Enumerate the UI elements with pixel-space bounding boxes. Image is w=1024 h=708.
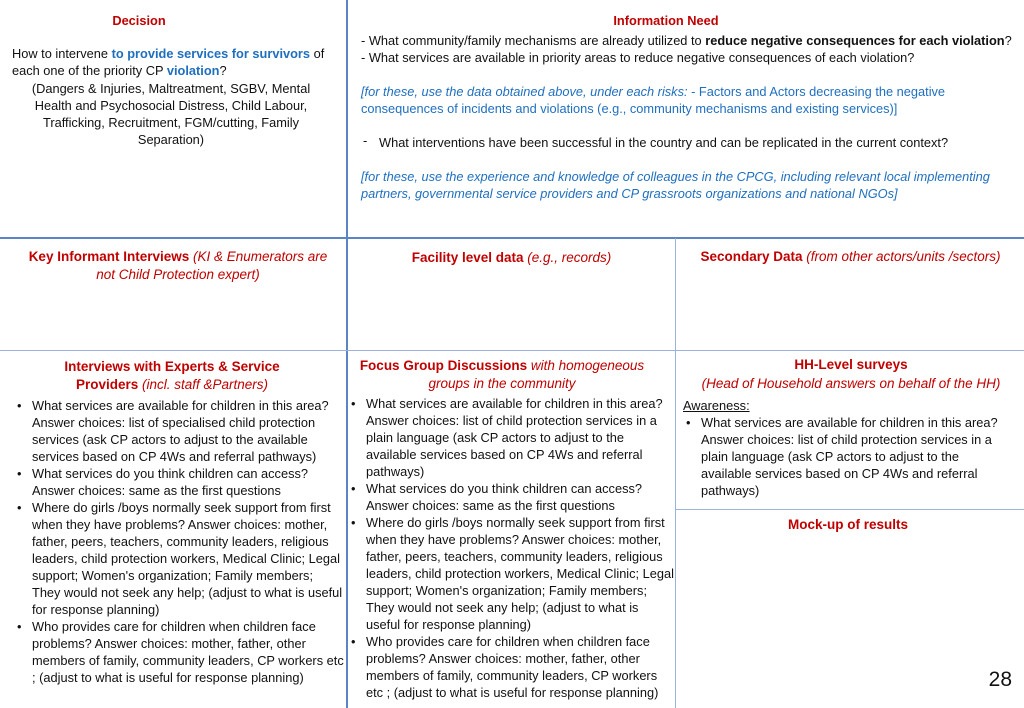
info-need-note-2: [for these, use the experience and knowledge of colleagues in the CPCG, including relevant local implementing partners, governmental service providers and CP grassroots organizations and national NGOs] [361,169,990,201]
kii-heading: Key Informant Interviews (KI & Enumerators are not Child Protection expert) [28,249,328,282]
decision-heading: Decision [112,13,166,28]
list-item: • What services are available for children in this area? Answer choices: list of specialised child protection services (ask CP actors to adjust to the available services based on CP 4Ws and referral pathways) [32,397,344,465]
facility-heading: Facility level data (e.g., records) [411,250,612,265]
info-need-heading: Information Need [613,13,719,28]
divider-horizontal-hh [676,509,1024,510]
experts-question-list [14,397,344,686]
info-need-dash-list [361,134,1017,151]
info-need-note-1: [for these, use the data obtained above, under each risks: - Factors and Actors decreasing the negative consequences of incidents and violations (e.g., community mechanisms and existing services)] [361,84,946,116]
decision-categories: (Dangers & Injuries, Maltreatment, SGBV, Mental Health and Psychosocial Distress, Child Labour, Trafficking, Recruitment, FGM/cutting, Family Separation) [31,81,311,147]
info-need-dash-item: - What interventions have been successful in the country and can be replicated in the current context? [379,134,1017,151]
experts-list-wrap [14,397,344,686]
list-item: • What services do you think children can access? Answer choices: same as the first questions [32,465,344,499]
list-item: • What services do you think children can access? Answer choices: same as the first questions [366,480,674,514]
decision-question: How to intervene to provide services for survivors of each one of the priority CP violation? [12,46,325,78]
fgd-list-wrap [348,395,674,701]
list-item: • Where do girls /boys normally seek support from first when they have problems? Answer choices: mother, father, peers, teachers, community leaders, religious leaders, child protection workers, Medical Clinic; Legal support; Women's organization; Family members; They would not seek any help; (adjust to what is useful for response planning) [366,514,674,633]
list-item: • Where do girls /boys normally seek support from first when they have problems? Answer choices: mother, father, peers, teachers, community leaders, religious leaders, child protection workers, Medical Clinic; Legal support; Women's organization; Family members; They would not seek any help; (adjust to what is useful for response planning) [32,499,344,618]
list-item: • Who provides care for children when children face problems? Answer choices: mother, father, other members of family, community leaders, CP workers etc ; (adjust to what is useful for response planning) [366,633,674,701]
fgd-heading: Focus Group Discussions with homogeneous groups in the community [359,358,645,391]
info-need-content [361,32,1017,202]
list-item: • Who provides care for children when children face problems? Answer choices: mother, father, other members of family, community leaders, CP workers etc ; (adjust to what is useful for response planning) [32,618,344,686]
hh-awareness-label: Awareness: [683,398,750,413]
hh-content [683,397,1013,499]
hh-question-list [683,414,1013,499]
experts-heading: Interviews with Experts & Service Providers (incl. staff &Partners) [64,359,280,392]
divider-vertical-right [675,238,676,708]
page-number: 28 [988,668,1012,691]
fgd-question-list [348,395,674,701]
hh-heading: HH-Level surveys (Head of Household answers on behalf of the HH) [701,357,1001,391]
divider-horizontal-mid [0,350,1024,351]
info-need-question-2: - What services are available in priority areas to reduce negative consequences of each violation? [361,50,915,65]
list-item: • What services are available for children in this area? Answer choices: list of child protection services in a plain language (ask CP actors to adjust to the available services based on CP 4Ws and referral pathways) [701,414,1013,499]
divider-horizontal-top [0,237,1024,239]
info-need-question-1: - What community/family mechanisms are already utilized to reduce negative consequences for each violation? [361,33,1012,48]
mockup-heading: Mock-up of results [787,517,908,532]
secondary-heading: Secondary Data (from other actors/units /sectors) [700,249,1001,264]
list-item: • What services are available for children in this area? Answer choices: list of child protection services in a plain language (ask CP actors to adjust to the available services based on CP 4Ws and referral pathways) [366,395,674,480]
